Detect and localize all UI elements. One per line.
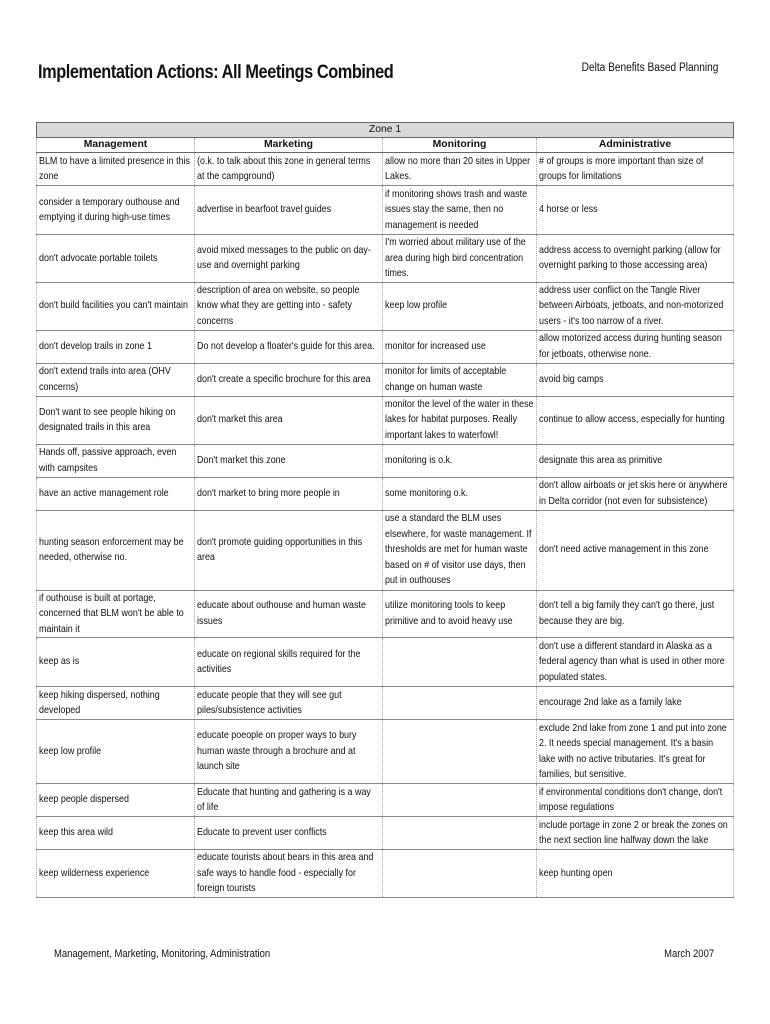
footer-date: March 2007 <box>664 948 714 960</box>
cell-text: Hands off, passive approach, even with campsites <box>39 447 177 474</box>
cell-text: educate poeople on proper ways to bury human waste through a brochure and at launch site <box>197 730 357 773</box>
cell-management <box>37 444 195 477</box>
cell-text: address access to overnight parking (allow for overnight parking to those accessing area) <box>539 244 721 272</box>
cell-text: use a standard the BLM uses elsewhere, for waste management. If thresholds are met for human waste based on # of visitor use days, then put in outhouses <box>385 513 532 587</box>
cell-monitoring <box>383 153 537 186</box>
cell-text: monitor the level of the water in these lakes for habitat purposes. Really important lakes to waterfowl! <box>385 398 534 441</box>
cell-text: (o.k. to talk about this zone in general terms at the campground) <box>197 155 371 182</box>
header-project-name: Delta Benefits Based Planning <box>581 62 718 74</box>
cell-management <box>37 720 195 784</box>
cell-monitoring <box>383 784 537 817</box>
table-row <box>37 330 734 363</box>
cell-administrative <box>537 850 734 898</box>
cell-text: Don't market this zone <box>197 454 286 466</box>
cell-text: I'm worried about military use of the area during high bird concentration times. <box>385 237 526 279</box>
cell-marketing <box>195 638 383 687</box>
cell-text: exclude 2nd lake from zone 1 and put into zone 2. It needs special management. It's a basin lake with no active tributaries. It's great for families, but sensitive. <box>539 722 727 780</box>
cell-monitoring <box>383 444 537 477</box>
cell-administrative <box>537 186 734 235</box>
cell-monitoring <box>383 330 537 363</box>
cell-management <box>37 784 195 817</box>
column-header-monitoring: Monitoring <box>383 138 537 153</box>
cell-marketing <box>195 363 383 396</box>
cell-text: don't extend trails into area (OHV concerns) <box>39 366 171 393</box>
cell-management <box>37 817 195 850</box>
cell-marketing <box>195 817 383 850</box>
cell-monitoring <box>383 850 537 898</box>
cell-text: description of area on website, so people know what they are getting into - safety concerns <box>197 284 360 327</box>
cell-monitoring <box>383 817 537 850</box>
cell-text: keep hunting open <box>539 867 613 879</box>
cell-marketing <box>195 396 383 444</box>
cell-administrative <box>537 282 734 330</box>
cell-monitoring <box>383 235 537 283</box>
cell-text: Educate that hunting and gathering is a way of life <box>197 786 371 813</box>
cell-administrative <box>537 720 734 784</box>
table-row <box>37 153 734 186</box>
cell-text: if outhouse is built at portage, concerned that BLM won't be able to maintain it <box>39 592 184 635</box>
cell-administrative <box>537 590 734 638</box>
cell-management <box>37 363 195 396</box>
cell-administrative <box>537 477 734 510</box>
cell-text: keep low profile <box>39 745 102 757</box>
cell-monitoring <box>383 687 537 720</box>
cell-text: educate tourists about bears in this area and safe ways to handle food - especially for foreign tourists <box>197 852 374 895</box>
cell-monitoring <box>383 638 537 687</box>
cell-administrative <box>537 396 734 444</box>
table-row <box>37 363 734 396</box>
cell-administrative <box>537 687 734 720</box>
table-row <box>37 477 734 510</box>
cell-text: allow no more than 20 sites in Upper Lakes. <box>385 155 531 182</box>
cell-text: don't tell a big family they can't go there, just because they are big. <box>539 600 715 627</box>
cell-text: avoid mixed messages to the public on day-use and overnight parking <box>197 244 371 272</box>
table-row <box>37 850 734 898</box>
cell-marketing <box>195 282 383 330</box>
cell-text: 4 horse or less <box>539 204 598 216</box>
cell-marketing <box>195 590 383 638</box>
cell-text: keep people dispersed <box>39 794 129 806</box>
cell-text: include portage in zone 2 or break the zones on the next section line halfway down the lake <box>539 819 728 846</box>
cell-text: utilize monitoring tools to keep primitive and to avoid heavy use <box>385 600 513 627</box>
table-row <box>37 186 734 235</box>
cell-management <box>37 186 195 235</box>
cell-text: don't allow airboats or jet skis here or anywhere in Delta corridor (not even for subsistence) <box>539 480 728 507</box>
cell-marketing <box>195 850 383 898</box>
column-header-row <box>37 138 734 153</box>
cell-administrative <box>537 235 734 283</box>
cell-monitoring <box>383 282 537 330</box>
cell-text: monitor for increased use <box>385 340 486 352</box>
cell-management <box>37 330 195 363</box>
cell-text: encourage 2nd lake as a family lake <box>539 697 682 709</box>
cell-text: keep this area wild <box>39 827 114 839</box>
table-row <box>37 444 734 477</box>
cell-administrative <box>537 363 734 396</box>
cell-text: monitor for limits of acceptable change on human waste <box>385 366 507 393</box>
column-header-management: Management <box>37 138 195 153</box>
cell-text: hunting season enforcement may be needed, otherwise no. <box>39 536 184 563</box>
cell-monitoring <box>383 477 537 510</box>
implementation-actions-table <box>36 122 734 898</box>
page-title: Implementation Actions: All Meetings Combined <box>38 62 394 83</box>
cell-text: keep as is <box>39 656 80 668</box>
cell-text: educate about outhouse and human waste issues <box>197 600 366 627</box>
table-row <box>37 784 734 817</box>
cell-marketing <box>195 235 383 283</box>
cell-management <box>37 477 195 510</box>
cell-text: avoid big camps <box>539 373 604 385</box>
zone-header: Zone 1 <box>37 123 734 138</box>
cell-marketing <box>195 330 383 363</box>
cell-monitoring <box>383 590 537 638</box>
cell-management <box>37 510 195 590</box>
cell-text: keep wilderness experience <box>39 867 150 879</box>
cell-management <box>37 396 195 444</box>
cell-text: advertise in bearfoot travel guides <box>197 204 332 216</box>
cell-management <box>37 590 195 638</box>
cell-monitoring <box>383 186 537 235</box>
cell-text: monitoring is o.k. <box>385 454 453 466</box>
cell-text: Educate to prevent user conflicts <box>197 827 327 839</box>
table-row <box>37 282 734 330</box>
cell-text: keep low profile <box>385 300 448 312</box>
table-row <box>37 396 734 444</box>
cell-text: Don't want to see people hiking on designated trails in this area <box>39 406 176 433</box>
cell-text: don't create a specific brochure for this area <box>197 373 371 385</box>
table-row <box>37 817 734 850</box>
cell-text: if monitoring shows trash and waste issues stay the same, then no management is needed <box>385 188 528 231</box>
cell-management <box>37 282 195 330</box>
cell-marketing <box>195 444 383 477</box>
cell-text: if environmental conditions don't change, don't impose regulations <box>539 786 723 813</box>
cell-text: keep hiking dispersed, nothing developed <box>39 689 160 716</box>
cell-administrative <box>537 444 734 477</box>
cell-text: # of groups is more important than size of groups for limitations <box>539 155 704 182</box>
cell-monitoring <box>383 510 537 590</box>
cell-text: allow motorized access during hunting season for jetboats, otherwise none. <box>539 333 722 360</box>
cell-text: don't build facilities you can't maintain <box>39 300 188 312</box>
cell-text: have an active management role <box>39 487 169 499</box>
cell-text: educate people that they will see gut piles/subsistence activities <box>197 689 342 716</box>
cell-text: educate on regional skills required for the activities <box>197 648 361 675</box>
cell-text: continue to allow access, especially for hunting <box>539 414 725 426</box>
cell-monitoring <box>383 396 537 444</box>
cell-text: some monitoring o.k. <box>385 487 468 499</box>
cell-text: consider a temporary outhouse and emptying it during high-use times <box>39 196 180 223</box>
cell-administrative <box>537 784 734 817</box>
cell-marketing <box>195 720 383 784</box>
cell-marketing <box>195 784 383 817</box>
cell-marketing <box>195 153 383 186</box>
cell-management <box>37 235 195 283</box>
footer-categories: Management, Marketing, Monitoring, Administration <box>54 948 271 960</box>
cell-text: don't use a different standard in Alaska as a federal agency than what is used in other more populated states. <box>539 640 725 683</box>
table-row <box>37 720 734 784</box>
cell-management <box>37 850 195 898</box>
column-header-marketing: Marketing <box>195 138 383 153</box>
table-row <box>37 590 734 638</box>
cell-text: don't market to bring more people in <box>197 487 340 499</box>
cell-text: don't market this area <box>197 414 283 426</box>
cell-marketing <box>195 477 383 510</box>
table-row <box>37 687 734 720</box>
cell-text: don't promote guiding opportunities in this area <box>197 536 363 563</box>
column-header-administrative: Administrative <box>537 138 734 153</box>
cell-administrative <box>537 330 734 363</box>
table-row <box>37 638 734 687</box>
cell-monitoring <box>383 720 537 784</box>
cell-marketing <box>195 510 383 590</box>
cell-text: don't need active management in this zone <box>539 544 709 556</box>
cell-administrative <box>537 153 734 186</box>
cell-text: Do not develop a floater's guide for this area. <box>197 340 375 352</box>
cell-management <box>37 638 195 687</box>
cell-text: BLM to have a limited presence in this zone <box>39 155 190 182</box>
cell-management <box>37 153 195 186</box>
cell-administrative <box>537 510 734 590</box>
cell-marketing <box>195 687 383 720</box>
cell-monitoring <box>383 363 537 396</box>
cell-text: don't develop trails in zone 1 <box>39 340 152 352</box>
cell-text: designate this area as primitive <box>539 454 663 466</box>
cell-management <box>37 687 195 720</box>
table-body <box>37 153 734 898</box>
table-row <box>37 235 734 283</box>
cell-text: don't advocate portable toilets <box>39 252 158 264</box>
cell-text: address user conflict on the Tangle River between Airboats, jetboats, and non-motorized users - it's too narrow of a river. <box>539 284 724 327</box>
cell-marketing <box>195 186 383 235</box>
cell-administrative <box>537 817 734 850</box>
cell-administrative <box>537 638 734 687</box>
table-row <box>37 510 734 590</box>
